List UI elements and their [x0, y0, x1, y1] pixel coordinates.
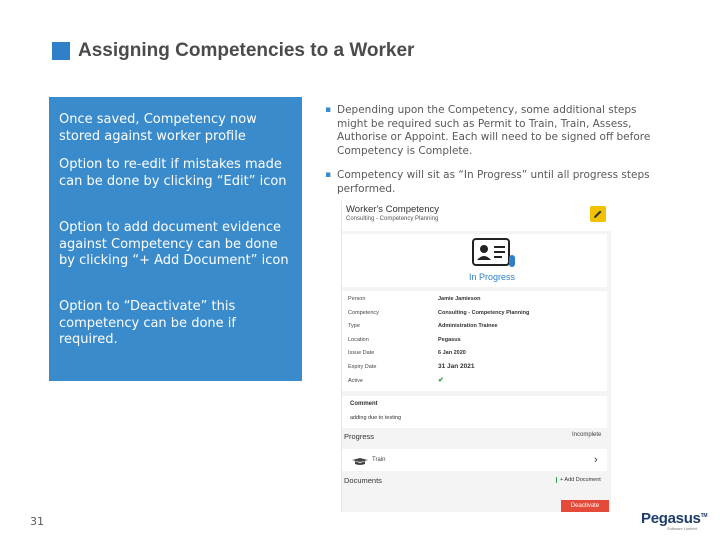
- app-subtitle: Consulting - Competency Planning: [346, 216, 439, 222]
- id-card-icon: [472, 238, 516, 270]
- detail-label-location: Location: [348, 337, 369, 343]
- train-step-icon: [352, 458, 368, 466]
- edit-button[interactable]: [590, 206, 606, 222]
- train-step-label: Train: [372, 457, 386, 463]
- panel-text-deactivate: Option to “Deactivate” this competency can be done if required.: [59, 299, 236, 347]
- detail-value-location: Pegasus: [438, 337, 461, 343]
- logo-trademark: TM: [700, 513, 708, 519]
- bullet-text: Competency will sit as “In Progress” until all progress steps performed.: [337, 169, 650, 195]
- app-title: Worker's Competency: [346, 204, 439, 215]
- panel-text-saved: Once saved, Competency now stored against worker profile: [59, 112, 257, 144]
- slide-title: Assigning Competencies to a Worker: [78, 40, 415, 61]
- title-square-decoration: [52, 42, 70, 60]
- detail-value-expiry-date: 31 Jan 2021: [438, 363, 475, 370]
- bullet-dot-icon: ▪: [325, 170, 332, 180]
- pencil-icon: [593, 209, 603, 219]
- logo-tagline: Software Limited: [667, 526, 697, 531]
- detail-value-issue-date: 6 Jan 2020: [438, 350, 466, 356]
- logo-name: Pegasus: [641, 510, 701, 527]
- bullet-additional-steps: [325, 104, 667, 158]
- detail-label-competency: Competency: [348, 310, 379, 316]
- bullet-text: Depending upon the Competency, some additional steps might be required such as Permit to Train, Train, Assess, Authorise or Appoint. Each will need to be signed off before Competency is Complete.: [337, 104, 651, 157]
- detail-label-person: Person: [348, 296, 366, 302]
- add-document-button[interactable]: + Add Document: [556, 477, 601, 483]
- panel-text-add-document: Option to add document evidence against Competency can be done by clicking “+ Add Document” icon: [59, 220, 289, 268]
- chevron-right-icon[interactable]: ›: [594, 454, 598, 466]
- active-check-icon: ✔: [438, 377, 444, 384]
- comment-card: [342, 396, 607, 428]
- bullet-in-progress: [325, 169, 672, 196]
- detail-label-expiry-date: Expiry Date: [348, 364, 377, 370]
- comment-value: adding due to testing: [350, 415, 402, 421]
- detail-value-person: Jamie Jamieson: [438, 296, 481, 302]
- detail-label-type: Type: [348, 323, 360, 329]
- detail-value-type: Administration Trainee: [438, 323, 498, 329]
- page-number: 31: [30, 515, 44, 528]
- app-header: [342, 201, 611, 231]
- detail-label-issue-date: Issue Date: [348, 350, 375, 356]
- progress-status: Incomplete: [572, 432, 602, 438]
- deactivate-button[interactable]: Deactivate: [561, 500, 609, 512]
- detail-value-competency: Consulting - Competency Planning: [438, 310, 530, 316]
- bullet-dot-icon: ▪: [325, 105, 332, 115]
- details-card: [342, 291, 607, 391]
- panel-text-edit: Option to re-edit if mistakes made can be done by clicking “Edit” icon: [59, 157, 287, 189]
- status-label: In Progress: [469, 272, 516, 282]
- detail-label-active: Active: [348, 378, 363, 384]
- progress-heading: Progress: [344, 432, 375, 441]
- comment-label: Comment: [350, 401, 378, 407]
- documents-heading: Documents: [344, 476, 382, 485]
- app-screenshot: [341, 201, 611, 512]
- pegasus-logo: [641, 510, 707, 527]
